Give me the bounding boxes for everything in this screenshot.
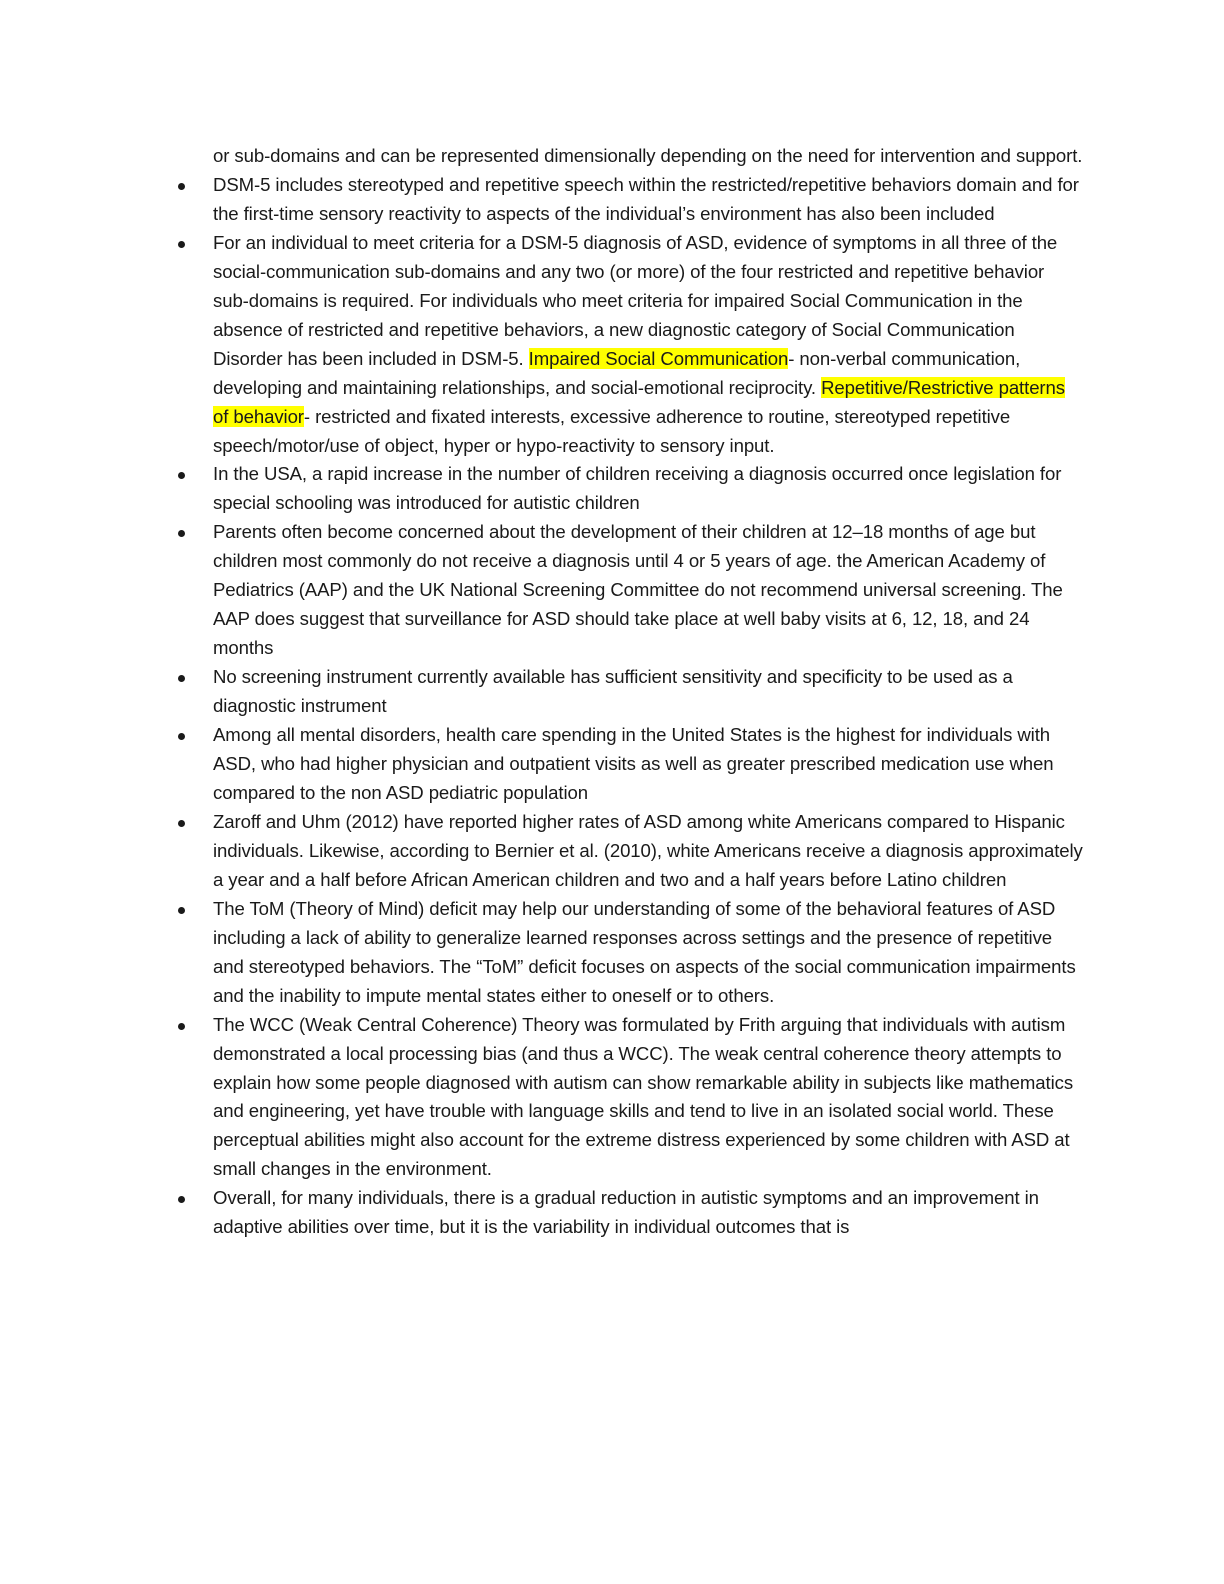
bullet-icon [178, 183, 185, 190]
highlighted-term-repetitive-behavior: Repetitive/Restrictive patterns of behavior [213, 376, 1065, 427]
document-body [213, 142, 1083, 1242]
list-item-text: For an individual to meet criteria for a DSM-5 diagnosis of ASD, evidence of symptoms in all three of the social-communication sub-domains and any two (or more) of the four restricted and repetitive behavior sub-domains is required. For individuals who meet criteria for impaired Social Communication in the absence of restricted and repetitive behaviors, a new diagnostic category of Social Communication Disorder has been included in DSM-5. [213, 231, 1058, 369]
bullet-icon [178, 530, 185, 537]
list-item-text: No screening instrument currently available has sufficient sensitivity and specificity to be used as a diagnostic instrument [213, 666, 1013, 717]
list-item-text: Overall, for many individuals, there is a gradual reduction in autistic symptoms and an improvement in adaptive abilities over time, but it is the variability in individual outcomes that is [213, 1187, 1039, 1238]
bullet-icon [178, 1196, 185, 1203]
list-item [213, 663, 1083, 721]
list-item-text: The ToM (Theory of Mind) deficit may help our understanding of some of the behavioral features of ASD including a lack of ability to generalize learned responses across settings and the presence of repetitive and stereotyped behaviors. The “ToM” deficit focuses on aspects of the social communication impairments and the inability to impute mental states either to oneself or to others. [213, 897, 1076, 1006]
list-item [213, 808, 1083, 895]
bullet-icon [178, 241, 185, 248]
list-item-text: - non-verbal communication, developing and maintaining relationships, and social-emotional reciprocity. [213, 347, 1021, 398]
list-item [213, 1011, 1083, 1185]
list-item-text: Zaroff and Uhm (2012) have reported higher rates of ASD among white Americans compared to Hispanic individuals. Likewise, according to Bernier et al. (2010), white Americans receive a diagnosis approximately a year and a half before African American children and two and a half years before Latino children [213, 810, 1083, 890]
list-item [213, 895, 1083, 1011]
list-item [213, 171, 1083, 229]
list-item-text: DSM-5 includes stereotyped and repetitive speech within the restricted/repetitive behaviors domain and for the first-time sensory reactivity to aspects of the individual’s environment has also been included [213, 173, 1079, 224]
bullet-icon [178, 1023, 185, 1030]
list-item [213, 721, 1083, 808]
bullet-icon [178, 733, 185, 740]
list-item-text: Parents often become concerned about the development of their children at 12–18 months of age but children most commonly do not receive a diagnosis until 4 or 5 years of age. the American Academy of Pediatrics (AAP) and the UK National Screening Committee do not recommend universal screening. The AAP does suggest that surveillance for ASD should take place at well baby visits at 6, 12, 18, and 24 months [213, 521, 1063, 659]
list-item-text: The WCC (Weak Central Coherence) Theory was formulated by Frith arguing that individuals with autism demonstrated a local processing bias (and thus a WCC). The weak central coherence theory attempts to explain how some people diagnosed with autism can show remarkable ability in subjects like mathematics and engineering, yet have trouble with language skills and tend to live in an isolated social world. These perceptual abilities might also account for the extreme distress experienced by some children with ASD at small changes in the environment. [213, 1013, 1074, 1180]
list-item [213, 229, 1083, 461]
continuation-paragraph: or sub-domains and can be represented dimensionally depending on the need for intervention and support. [213, 145, 1083, 166]
list-item [213, 460, 1083, 518]
highlighted-term-social-communication: Impaired Social Communication [528, 347, 789, 369]
bullet-icon [178, 907, 185, 914]
bullet-icon [178, 472, 185, 479]
list-item [213, 518, 1083, 663]
list-item [213, 1184, 1083, 1242]
list-item-text: In the USA, a rapid increase in the number of children receiving a diagnosis occurred once legislation for special schooling was introduced for autistic children [213, 463, 1062, 514]
bullet-list [213, 171, 1083, 1242]
list-item-text: - restricted and fixated interests, excessive adherence to routine, stereotyped repetitive speech/motor/use of object, hyper or hypo-reactivity to sensory input. [213, 405, 1011, 456]
list-item-text: Among all mental disorders, health care spending in the United States is the highest for individuals with ASD, who had higher physician and outpatient visits as well as greater prescribed medication use when compared to the non ASD pediatric population [213, 724, 1054, 803]
bullet-icon [178, 675, 185, 682]
bullet-icon [178, 820, 185, 827]
